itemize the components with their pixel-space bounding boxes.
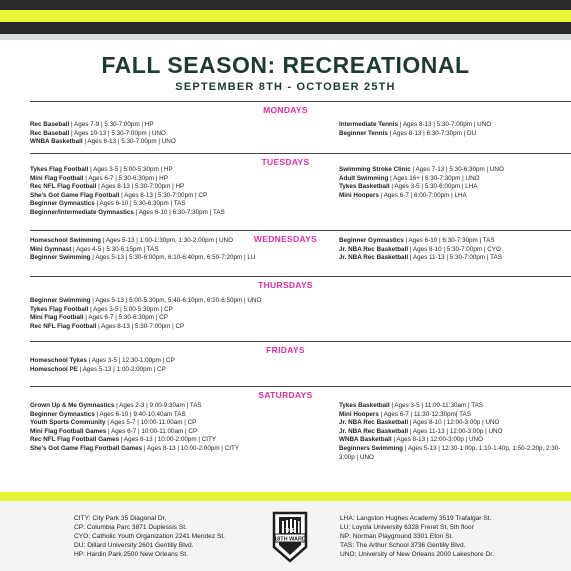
program-column-left (30, 357, 330, 374)
program-details: | Ages 7-9 | 5:30-7:00pm | HP (69, 121, 154, 128)
location-item: NP: Norman Playground 3301 Eton St. (340, 533, 454, 540)
program-details: | Ages 8-13 | 5:30-7:00pm | HP (96, 183, 185, 191)
program-name: Rec NFL Flag Football Games (30, 436, 120, 444)
program-entry (339, 445, 569, 462)
program-details: | Ages 6-7 | 5:30-6:30pm | HP (83, 174, 168, 182)
program-details: | Ages 8-13 | 5:30-7:00pm | UNO (398, 121, 492, 128)
program-entry (30, 297, 330, 306)
program-name: Rec Baseball (30, 129, 70, 137)
program-name: WNBA Basketball (30, 138, 83, 146)
program-entry (30, 411, 330, 420)
logo-text-bottom: 18TH WARD (274, 536, 306, 543)
day-heading: THURSDAYS (258, 280, 313, 290)
program-details: | Ages 5-7 | 10:00-11:00am | CP (105, 419, 197, 427)
program-name: Rec NFL Flag Football (30, 183, 97, 191)
program-column-right (339, 237, 569, 263)
program-name: Homeschool PE (30, 365, 78, 373)
top-stripe-light (0, 34, 571, 40)
program-name: Mini Flag Football (30, 174, 84, 182)
day-section (30, 341, 571, 386)
program-details: | Ages 8-13 | 5:30-7:00pm | UNO (82, 138, 176, 146)
program-name: Mini Flag Football (30, 314, 84, 322)
day-heading: SATURDAYS (258, 390, 313, 400)
program-entry (30, 445, 330, 454)
program-name: Swimming Stroke Clinic (339, 166, 411, 173)
program-details: | Ages 8-13 | 10:00-2:00pm | CITY (119, 436, 217, 444)
location-item: LU: Loyola University 6328 Freret St, 5th floor (340, 524, 474, 531)
program-details: | Ages 6-10 | 6:30-7:30pm | TAS (403, 237, 495, 244)
program-name: Jr. NBA Rec Basketball (339, 245, 409, 253)
program-entry (30, 357, 330, 366)
program-entry (339, 246, 569, 255)
program-name: Beginner Gymnastics (30, 200, 95, 208)
program-details: | Ages 5-13 | 5:30-6:00pm, 6:10-6:40pm, 6:50-7:20pm | LU (90, 254, 256, 262)
program-details: | Ages 8-13 | 5:30-7:00pm | CP (96, 322, 185, 330)
program-entry (30, 306, 330, 315)
locations-list-right (340, 514, 494, 559)
program-details: | Ages 3-5 | 5:00-5:30pm | HP (88, 166, 173, 173)
program-details: | Ages 11-13 | 5:30-7:00pm | TAS (408, 254, 502, 262)
day-section (30, 276, 571, 341)
program-details: | Ages 5-13 | 12:30-1:00p, 1:10-1:40p, 1:50-2:20p, 2:30-3:00p | UNO (339, 444, 561, 461)
program-details: | Ages 3-5 | 5:30-6:00pm | LHA (389, 183, 478, 191)
program-entry (30, 254, 330, 263)
day-heading: WEDNESDAYS (253, 234, 318, 244)
program-name: Jr. NBA Rec Basketball (339, 254, 409, 262)
top-stripe-yellow (0, 10, 571, 22)
program-details: | Ages 6-10 | 5:30-6:30pm | TAS (94, 200, 186, 208)
program-name: Homeschool Tykes (30, 357, 87, 364)
program-entry (339, 192, 569, 201)
program-details: | Ages 11-13 | 12:00-3:00p | UNO (408, 427, 503, 435)
location-item: CITY: City Park 35 Diagonal Dr, (74, 515, 167, 522)
program-name: Jr. NBA Rec Basketball (339, 427, 409, 435)
program-details: | Ages 4-5 | 5:30-6:15pm | TAS (71, 245, 159, 253)
location-item: UNO: University of New Orleans 2000 Lakeshore Dr. (340, 551, 494, 558)
program-name: She's Got Game Flag Football (30, 191, 120, 199)
program-name: Mini Flag Football Games (30, 427, 107, 435)
program-entry (30, 200, 330, 209)
18th-ward-logo (270, 511, 310, 563)
location-item: TAS: The Arthur School 3736 Gentilly Blvd. (340, 542, 466, 549)
program-entry (339, 166, 569, 175)
program-name: Tykes Basketball (339, 402, 390, 409)
program-column-left (30, 237, 330, 263)
season-dates: SEPTEMBER 8TH - OCTOBER 25TH (175, 81, 396, 93)
day-section (30, 230, 571, 276)
program-column-left (30, 166, 330, 218)
logo-text-top: THE (285, 528, 295, 534)
program-name: Tykes Flag Football (30, 305, 89, 313)
program-entry (30, 428, 330, 437)
program-entry (30, 183, 330, 192)
program-entry (339, 402, 569, 411)
program-name: Youth Sports Community (30, 419, 106, 427)
page-title: FALL SEASON: RECREATIONAL (101, 52, 470, 78)
program-details: | Ages 3-5 | 5:00-5:30pm | CP (88, 305, 173, 313)
program-details: | Ages 10-13 | 5:30-7:00pm | UNO (69, 129, 166, 137)
program-name: Beginner Gymnastics (339, 237, 404, 244)
program-name: Beginner Tennis (339, 129, 388, 137)
program-details: | Ages 6-7 | 6:00-7:00pm | LHA (378, 191, 467, 199)
program-entry (339, 411, 569, 420)
program-details: | Ages 6-7 | 11:30-12:30pm| TAS (378, 410, 471, 418)
program-details: | Ages 6-7 | 5:30-6:30pm | CP (83, 314, 168, 322)
program-entry (30, 419, 330, 428)
program-column-right (339, 402, 569, 462)
day-section (30, 386, 571, 497)
program-column-right (339, 121, 569, 138)
program-entry (30, 209, 330, 218)
program-name: She's Got Game Flag Football Games (30, 444, 143, 452)
program-column-left (30, 297, 330, 331)
program-details: | Ages 5-13 | 1:00-2:00pm | CP (77, 365, 166, 373)
day-heading: TUESDAYS (261, 157, 310, 167)
program-column-left (30, 121, 330, 147)
top-stripe-dark-2 (0, 22, 571, 34)
day-heading: FRIDAYS (266, 345, 305, 355)
program-entry (30, 121, 330, 130)
program-entry (339, 436, 569, 445)
program-details: | Ages 6-10 | 9:40-10:40am TAS (94, 410, 186, 418)
day-section (30, 153, 571, 230)
program-details: | Ages 2-3 | 9:00-9:30am | TAS (114, 402, 202, 409)
program-name: Intermediate Tennis (339, 121, 399, 128)
program-name: Rec Baseball (30, 121, 70, 128)
program-entry (30, 436, 330, 445)
schedule (30, 101, 571, 497)
program-name: WNBA Basketball (339, 436, 392, 444)
program-column-right (339, 166, 569, 200)
program-name: Beginner Gymnastics (30, 410, 95, 418)
program-entry (339, 183, 569, 192)
program-entry (339, 254, 569, 263)
program-details: | Ages 6-7 | 10:00-11:00am | CP (106, 427, 198, 435)
footer (0, 501, 571, 571)
day-heading: MONDAYS (263, 105, 308, 115)
footer-stripe-yellow (0, 492, 571, 501)
program-details: | Ages 8-10 | 12:00-3:00p | UNO (408, 419, 500, 427)
program-name: Mini Gymnast (30, 245, 72, 253)
program-name: Beginners Swimming (339, 444, 404, 452)
program-entry (339, 237, 569, 246)
program-name: Tykes Flag Football (30, 166, 89, 173)
program-entry (30, 130, 330, 139)
program-name: Rec NFL Flag Football (30, 322, 97, 330)
program-name: Jr. NBA Rec Basketball (339, 419, 409, 427)
program-name: Homeschool Swimming (30, 237, 102, 244)
program-details: | Ages 7-13 | 5:30-6:30pm | UNO (410, 166, 504, 173)
program-name: Beginner/Intermediate Gymnastics (30, 208, 134, 216)
program-entry (30, 192, 330, 201)
location-item: CYO: Catholic Youth Organization 2241 Mendez St. (74, 533, 226, 540)
program-details: | Ages 5-13 | 5:00-5:30pm, 5:40-6:10pm, 6:20-6:50pm | UNO (90, 297, 262, 304)
program-entry (30, 175, 330, 184)
program-details: | Ages 3-5 | 11:00-11:30am | TAS (389, 402, 483, 409)
program-entry (339, 428, 569, 437)
program-details: | Ages 16+ | 6:30-7:30pm | UNO (388, 174, 480, 182)
program-entry (339, 130, 569, 139)
program-column-left (30, 402, 330, 454)
program-entry (30, 237, 330, 246)
location-item: LHA: Langston Hughes Academy 3519 Trafalgar St. (340, 515, 492, 522)
program-name: Grown Up & Me Gymnastics (30, 402, 115, 409)
program-name: Tykes Basketball (339, 183, 390, 191)
program-entry (339, 121, 569, 130)
program-entry (30, 314, 330, 323)
program-name: Adult Swimming (339, 174, 389, 182)
program-entry (30, 402, 330, 411)
location-item: DU: Dillard University 2601 Gentilly Blvd. (74, 542, 194, 549)
location-item: CP: Columbia Parc 3871 Duplessis St. (74, 524, 187, 531)
day-section (30, 101, 571, 153)
program-name: Beginner Swimming (30, 254, 91, 262)
program-entry (339, 175, 569, 184)
locations-list-left (74, 514, 225, 559)
program-entry (30, 166, 330, 175)
program-entry (30, 246, 330, 255)
program-entry (339, 419, 569, 428)
program-details: | Ages 8-13 | 6:30-7:30pm | DU (387, 129, 477, 137)
program-name: Mini Hoopers (339, 191, 379, 199)
program-entry (30, 323, 330, 332)
program-entry (30, 138, 330, 147)
program-details: | Ages 8-10 | 5:30-7:00pm | CYO (408, 245, 501, 253)
program-details: | Ages 3-5 | 12:30-1:00pm | CP (86, 357, 175, 364)
program-name: Mini Hoopers (339, 410, 379, 418)
program-details: | Ages 8-13 | 10:00-2:00pm | CITY (142, 444, 240, 452)
program-details: | Ages 8-13 | 12:00-3:00p | UNO (391, 436, 483, 444)
program-entry (30, 366, 330, 375)
program-details: | Ages 6-10 | 6:30-7:30pm | TAS (133, 208, 225, 216)
program-details: | Ages 5-13 | 1:00-1:30pm, 1:30-2:00pm | UNO (101, 237, 233, 244)
top-stripe-dark (0, 0, 571, 10)
program-details: | Ages 8-13 | 5:30-7:00pm | CP (119, 191, 208, 199)
location-item: HP: Hardin Park 2500 New Orleans St. (74, 551, 188, 558)
program-name: Beginner Swimming (30, 297, 91, 304)
